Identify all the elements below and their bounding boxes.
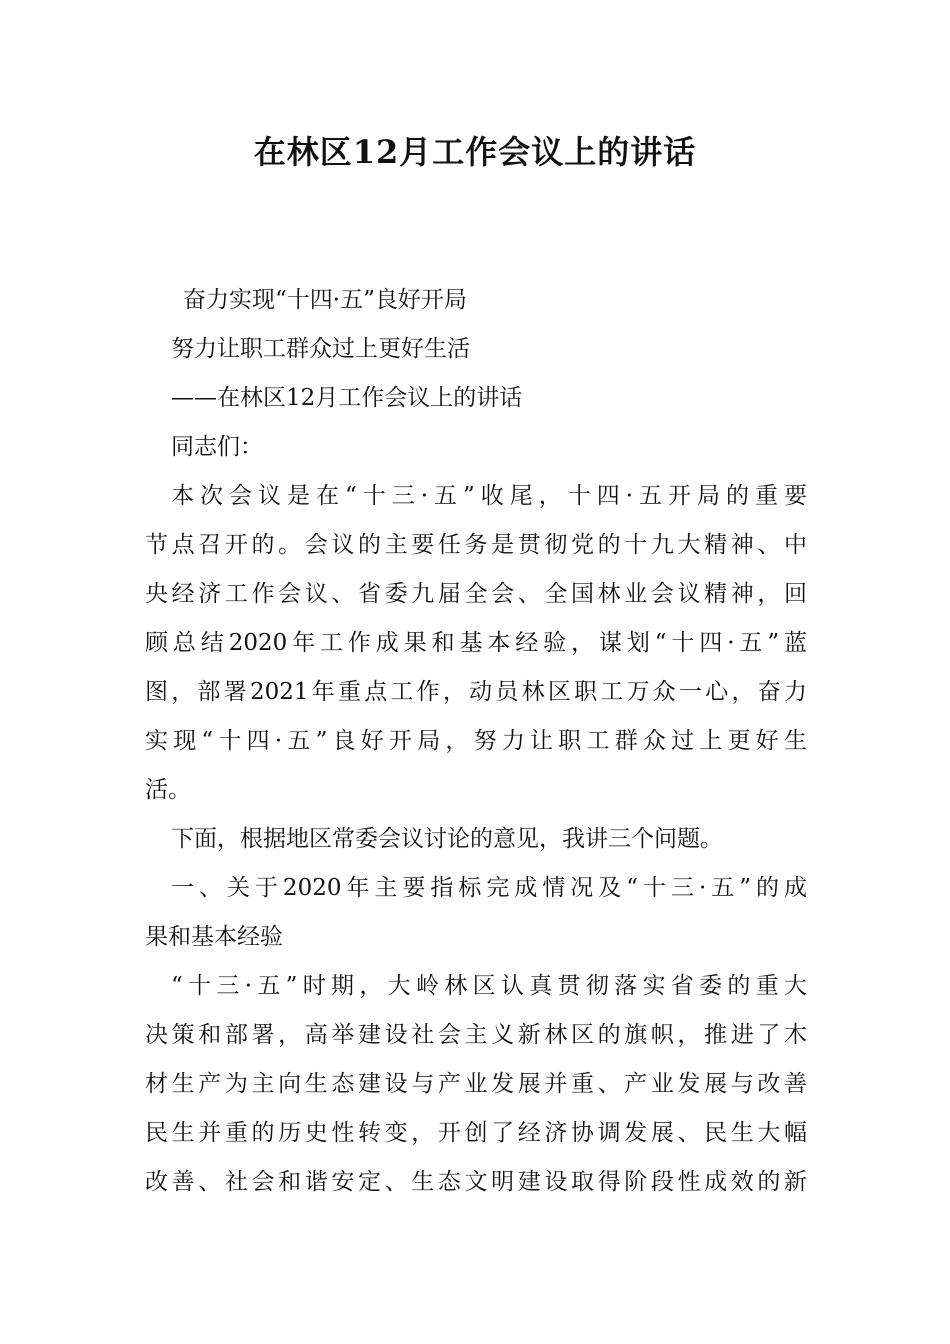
paragraph-line: 决策和部署，高举建设社会主义新林区的旗帜，推进了木	[145, 1022, 807, 1048]
paragraph-line: 图，部署2021年重点工作，动员林区职工万众一心，奋力	[145, 679, 807, 705]
subtitle-line-3: ——在林区12月工作会议上的讲话	[171, 385, 523, 411]
paragraph-line: 央经济工作会议、省委九届全会、全国林业会议精神，回	[145, 581, 807, 607]
paragraph-line: 活。	[145, 777, 191, 803]
document-body	[145, 276, 807, 1207]
paragraph-line: 节点召开的。会议的主要任务是贯彻党的十九大精神、中	[145, 532, 807, 558]
paragraph-2: 下面，根据地区常委会议讨论的意见，我讲三个问题。	[171, 826, 723, 852]
paragraph-1	[145, 472, 807, 815]
heading-line: 果和基本经验	[145, 924, 283, 950]
section-heading-1	[145, 864, 807, 962]
paragraph-3	[145, 962, 807, 1207]
paragraph-line: 本次会议是在“十三·五”收尾，十四·五开局的重要	[171, 483, 807, 509]
paragraph-line: 改善、社会和谐安定、生态文明建设取得阶段性成效的新	[145, 1169, 807, 1195]
heading-line: 一、关于2020年主要指标完成情况及“十三·五”的成	[171, 875, 807, 901]
paragraph-line: 实现“十四·五”良好开局，努力让职工群众过上更好生	[145, 728, 807, 754]
subtitle-line-2: 努力让职工群众过上更好生活	[171, 336, 470, 362]
paragraph-line: 材生产为主向生态建设与产业发展并重、产业发展与改善	[145, 1071, 807, 1097]
paragraph-line: “十三·五”时期，大岭林区认真贯彻落实省委的重大	[171, 973, 807, 999]
paragraph-line: 民生并重的历史性转变，开创了经济协调发展、民生大幅	[145, 1120, 807, 1146]
greeting: 同志们：	[171, 434, 263, 460]
subtitle-line-1: 奋力实现“十四·五”良好开局	[183, 287, 467, 313]
document-title: 在林区12月工作会议上的讲话	[253, 133, 697, 171]
paragraph-line: 顾总结2020年工作成果和基本经验，谋划“十四·五”蓝	[145, 630, 807, 656]
